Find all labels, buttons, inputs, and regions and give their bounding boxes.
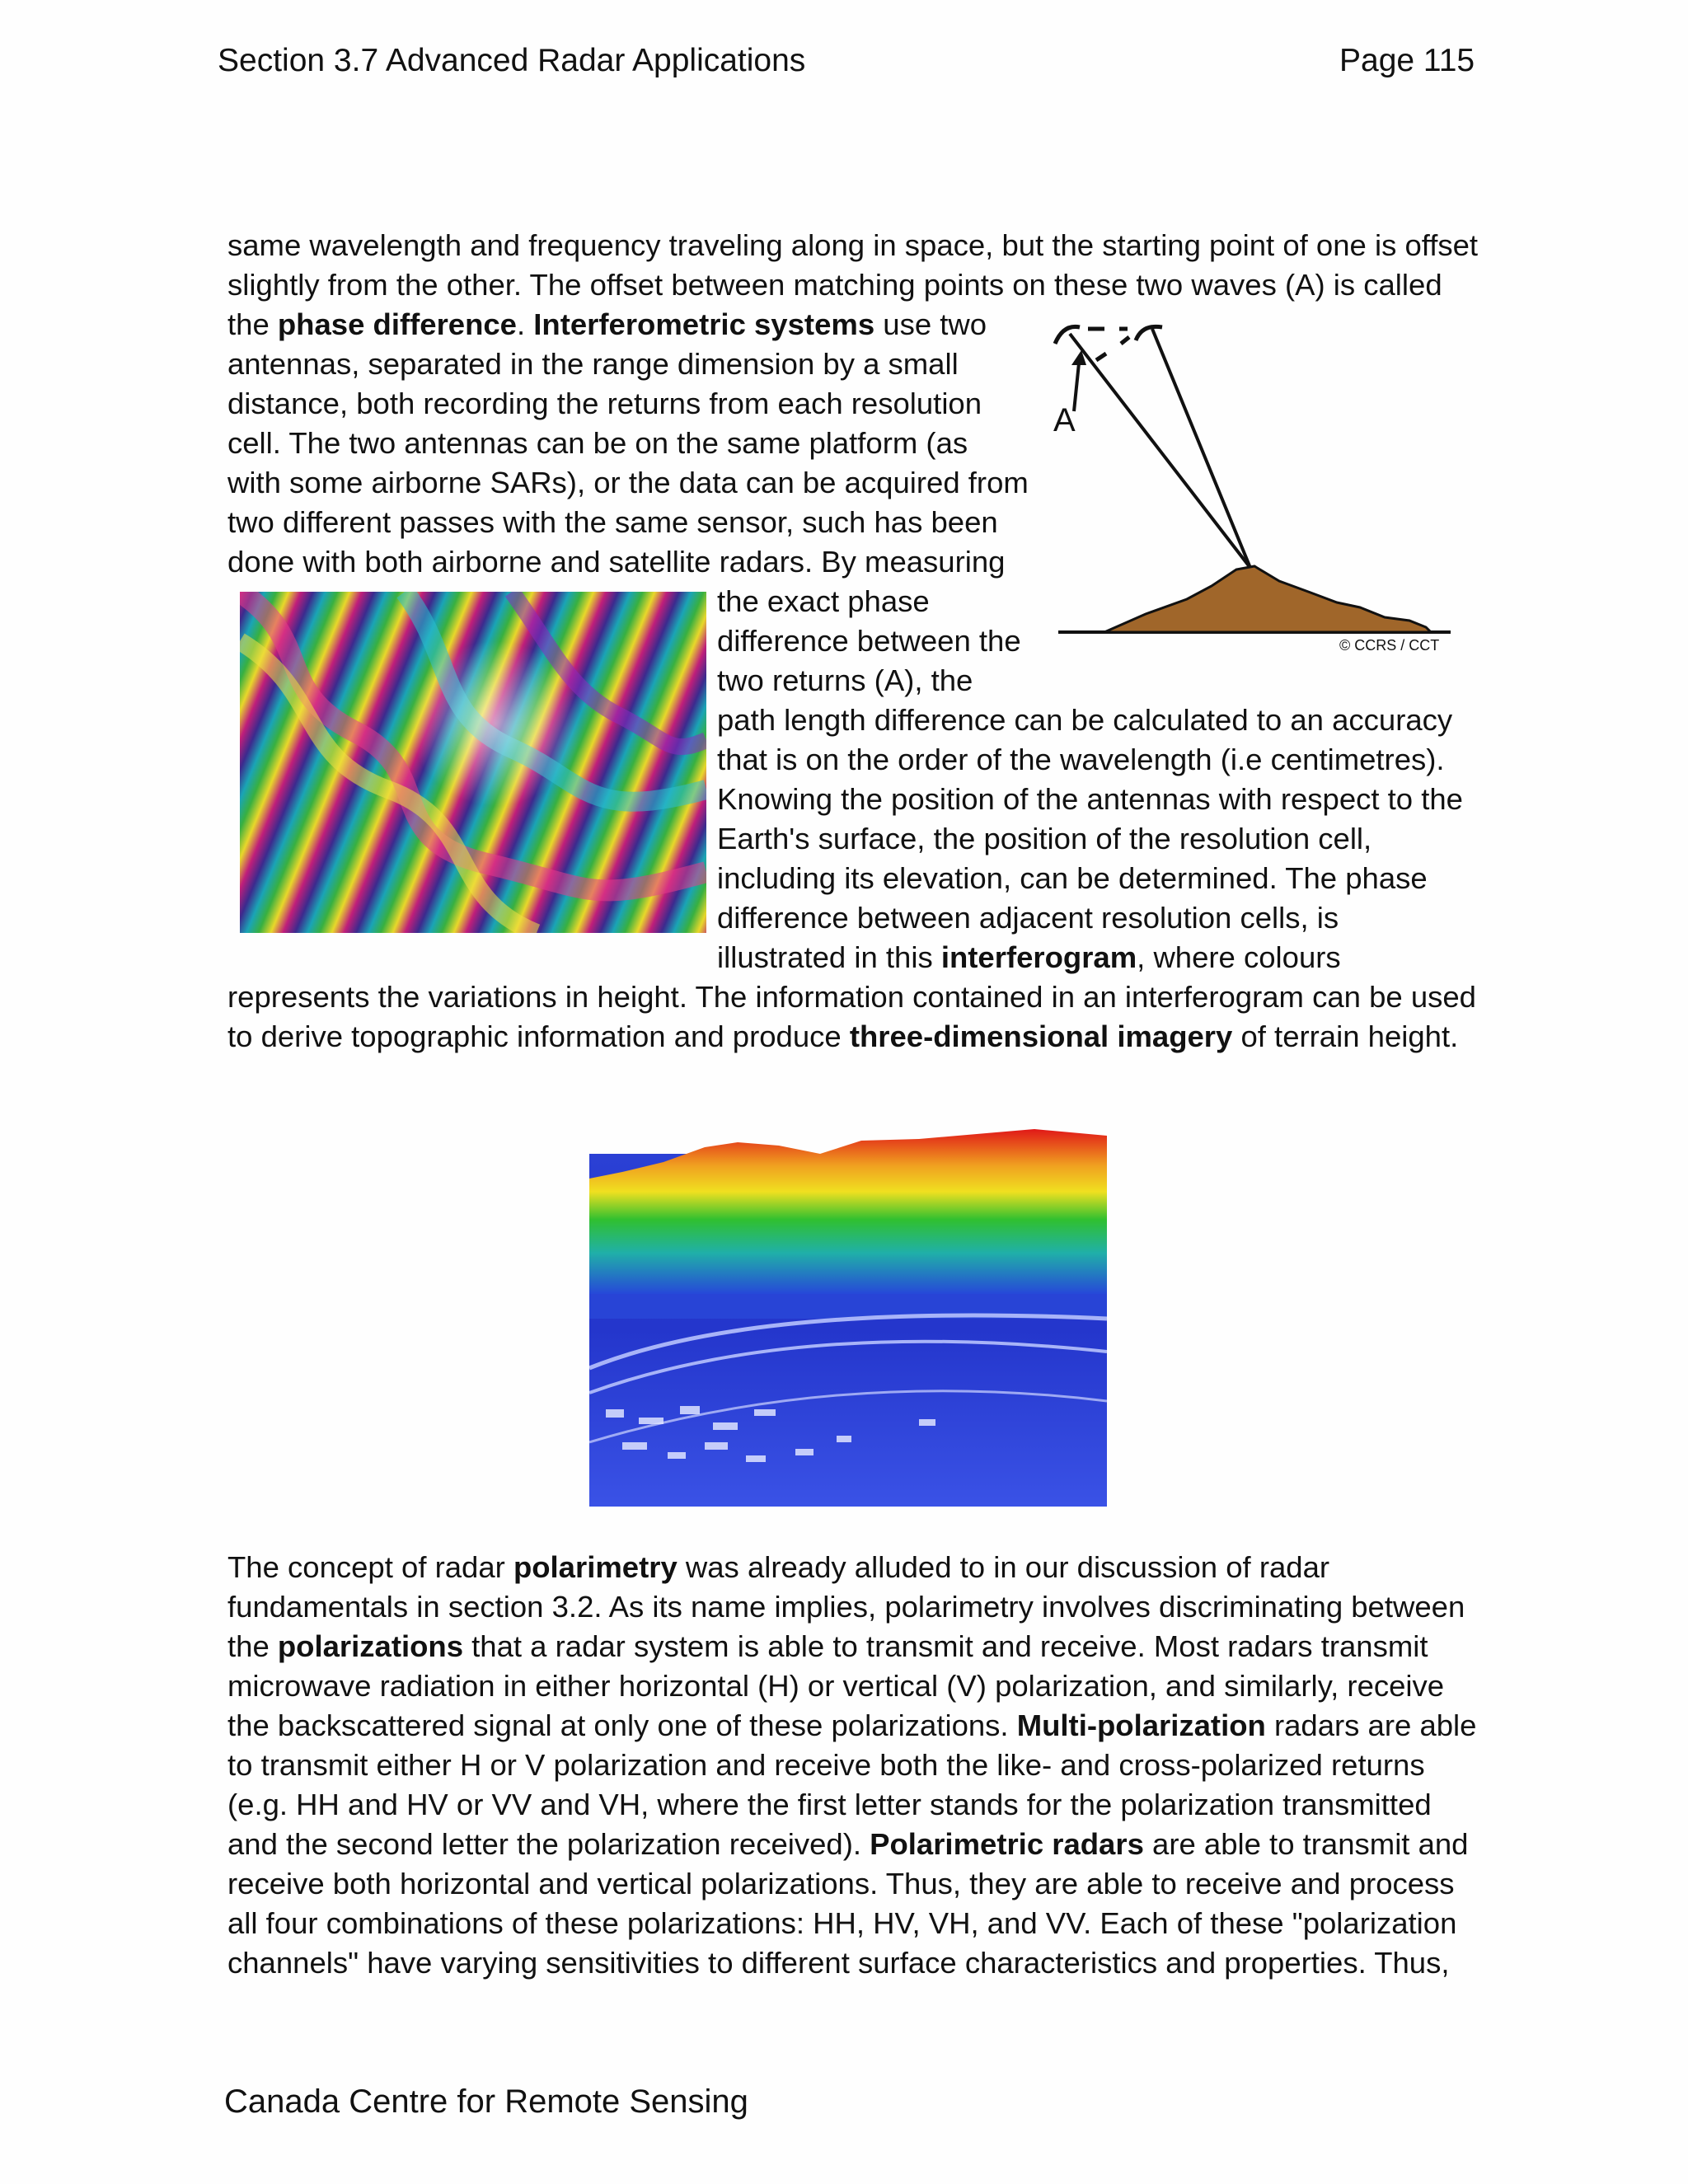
label-a: A <box>1053 402 1076 438</box>
term-polarimetric-radars: Polarimetric radars <box>870 1827 1144 1861</box>
text-line: Earth's surface, the position of the resolution cell, <box>717 822 1372 855</box>
copyright-label: © CCRS / CCT <box>1339 637 1440 654</box>
text-line: the exact phase <box>717 584 930 618</box>
range-line-2 <box>1152 329 1250 568</box>
text-line: slightly from the other. The offset between matching points on these two waves (A) is called <box>227 268 1442 302</box>
text-line: to derive topographic information and produce three-dimensional imagery of terrain height. <box>227 1019 1459 1053</box>
text-line: the polarizations that a radar system is able to transmit and receive. Most radars transmit <box>227 1629 1428 1663</box>
term-three-dimensional-imagery: three-dimensional imagery <box>849 1019 1233 1053</box>
text-line: and the second letter the polarization received). Polarimetric radars are able to transmit and <box>227 1827 1469 1861</box>
text-line: difference between adjacent resolution cells, is <box>717 901 1339 935</box>
text-line: same wavelength and frequency traveling along in space, but the starting point of one is offset <box>227 228 1479 262</box>
text-line: the phase difference. Interferometric systems use two <box>227 307 987 341</box>
range-line-1 <box>1070 334 1250 568</box>
text-line: two returns (A), the <box>717 663 973 697</box>
text-line: two different passes with the same sensor, such has been <box>227 505 998 539</box>
text-line: illustrated in this interferogram, where colours <box>717 940 1341 974</box>
term-interferogram: interferogram <box>940 940 1137 974</box>
text-line: channels" have varying sensitivities to different surface characteristics and properties. Thus, <box>227 1946 1450 1980</box>
footer-organization: Canada Centre for Remote Sensing <box>224 2083 748 2120</box>
header-section-title: Section 3.7 Advanced Radar Applications <box>218 43 806 78</box>
term-polarizations: polarizations <box>277 1629 464 1663</box>
interferogram-image <box>240 592 706 933</box>
text-line: to transmit either H or V polarization and receive both the like- and cross-polarized returns <box>227 1748 1425 1782</box>
terrain-3d-image <box>589 1129 1107 1507</box>
header-page-number: Page 115 <box>1339 43 1475 78</box>
term-interferometric-systems: Interferometric systems <box>533 307 875 341</box>
text-line: including its elevation, can be determined. The phase <box>717 861 1428 895</box>
text-line: the backscattered signal at only one of these polarizations. Multi-polarization radars are able <box>227 1708 1477 1742</box>
text-line: path length difference can be calculated to an accuracy <box>717 703 1453 737</box>
text-line: difference between the <box>717 624 1021 658</box>
terrain-hill <box>1104 566 1431 632</box>
wave-offset-dash <box>1096 354 1106 360</box>
text-line: Knowing the position of the antennas with respect to the <box>717 782 1463 816</box>
text-line: antennas, separated in the range dimension by a small <box>227 347 959 381</box>
term-multi-polarization: Multi-polarization <box>1016 1708 1266 1742</box>
text-line: The concept of radar polarimetry was already alluded to in our discussion of radar <box>227 1550 1330 1584</box>
text-line: represents the variations in height. The information contained in an interferogram can be used <box>227 980 1476 1014</box>
text-line: with some airborne SARs), or the data can be acquired from <box>227 466 1029 499</box>
text-line: done with both airborne and satellite radars. By measuring <box>227 545 1006 579</box>
text-line: microwave radiation in either horizontal (H) or vertical (V) polarization, and similarly, receive <box>227 1669 1445 1703</box>
term-polarimetry: polarimetry <box>513 1550 678 1584</box>
interferometry-diagram <box>1047 317 1459 663</box>
text-line: (e.g. HH and HV or VV and VH, where the first letter stands for the polarization transmitted <box>227 1788 1432 1821</box>
term-phase-difference: phase difference <box>277 307 517 341</box>
text-line: cell. The two antennas can be on the same platform (as <box>227 426 968 460</box>
text-line: receive both horizontal and vertical polarizations. Thus, they are able to receive and process <box>227 1867 1455 1900</box>
text-line: all four combinations of these polarizations: HH, HV, VH, and VV. Each of these "polarization <box>227 1906 1457 1940</box>
wave-offset-dash <box>1121 337 1129 344</box>
antenna-arc-right <box>1136 326 1162 340</box>
text-line: distance, both recording the returns from each resolution <box>227 387 982 420</box>
text-line: fundamentals in section 3.2. As its name implies, polarimetry involves discriminating between <box>227 1590 1465 1624</box>
text-line: that is on the order of the wavelength (i.e centimetres). <box>717 743 1445 776</box>
